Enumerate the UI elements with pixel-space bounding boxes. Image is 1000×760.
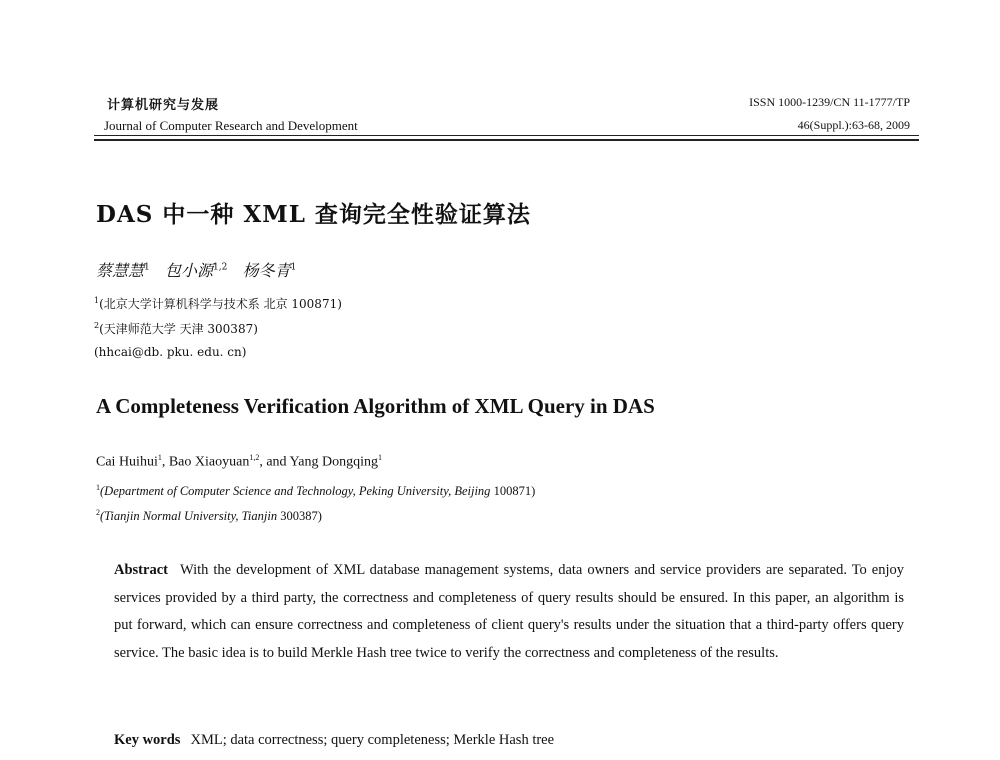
author-en: Yang Dongqing — [289, 454, 378, 470]
aff-sup: 2 — [96, 508, 100, 517]
title-cn: DAS 中一种 XML 查询完全性验证算法 — [96, 201, 531, 228]
author-cn: 蔡慧慧 — [96, 261, 145, 280]
author-cn: 包小源 — [165, 261, 214, 280]
author-sup: 1 — [157, 453, 162, 462]
author-sup: 1,2 — [213, 262, 228, 273]
volume-line: 46(Suppl.):63-68, 2009 — [797, 118, 910, 132]
title-en: A Completeness Verification Algorithm of XML Query in DAS — [96, 394, 655, 418]
keywords — [114, 732, 554, 749]
keywords-label: Key words — [114, 732, 181, 748]
author-sup: 1 — [290, 262, 297, 273]
aff-sup: 1 — [94, 296, 100, 305]
aff-code: 100871) — [493, 484, 536, 499]
author-sep: , and — [259, 454, 290, 470]
author-sup: 1 — [144, 262, 150, 273]
authors-en — [96, 453, 382, 471]
aff-text: (Department of Computer Science and Technology, Peking University, Beijing — [100, 484, 494, 499]
keywords-text: XML; data correctness; query completeness; Merkle Hash tree — [190, 732, 555, 748]
author-sup: 1,2 — [249, 453, 260, 462]
email-cn: (hhcai@db. pku. edu. cn) — [94, 345, 247, 359]
abstract — [114, 557, 904, 667]
abstract-label: Abstract — [114, 562, 168, 578]
aff-text: (北京大学计算机科学与技术系 北京 100871) — [99, 297, 342, 311]
header-rule-thin — [94, 135, 919, 136]
affiliation-cn — [94, 295, 342, 312]
authors-cn — [96, 258, 296, 281]
aff-sup: 1 — [96, 483, 100, 492]
journal-name-en: Journal of Computer Research and Development — [104, 118, 358, 133]
author-sep: , — [161, 454, 169, 470]
header-rule-thick — [94, 139, 919, 141]
aff-sup: 2 — [94, 321, 100, 330]
author-en: Cai Huihui — [96, 454, 158, 470]
affiliation-cn — [94, 320, 258, 337]
author-en: Bao Xiaoyuan — [168, 454, 250, 470]
journal-name-cn: 计算机研究与发展 — [107, 98, 220, 113]
affiliation-en — [96, 483, 535, 499]
affiliation-en — [96, 508, 322, 524]
aff-code: 300387) — [280, 509, 322, 524]
aff-text: (Tianjin Normal University, Tianjin — [100, 509, 281, 524]
author-cn: 杨冬青 — [242, 261, 291, 280]
author-sup: 1 — [377, 453, 382, 462]
aff-text: (天津师范大学 天津 300387) — [99, 322, 258, 336]
issn-line: ISSN 1000-1239/CN 11-1777/TP — [749, 95, 910, 109]
abstract-text: With the development of XML database management systems, data owners and service providers are separated. To enjoy services provided by a third party, the correctness and completeness of query results should be ensured. In this paper, an algorithm is put forward, which can ensure correctness and completeness of client query's results under the situation that a third-party offers query service. The basic idea is to build Merkle Hash tree twice to verify the correctness and completeness of the results. — [114, 562, 904, 661]
